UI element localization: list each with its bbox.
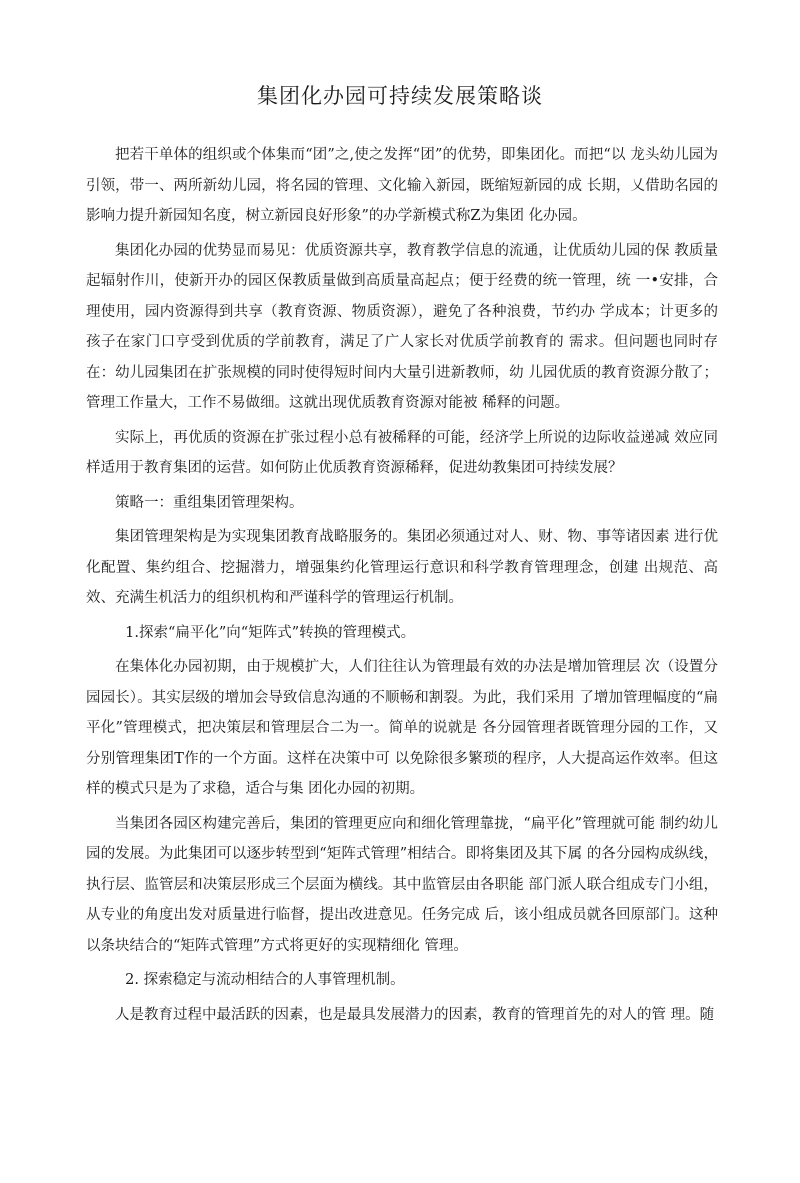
subheading-2: 2. 探索稳定与流动相结合的人事管理机制。 — [125, 972, 405, 988]
paragraph-personnel: 人是教育过程中最活跃的因素，也是最具发展潜力的因素，教育的管理首先的对人的管 理。随 — [115, 1006, 715, 1023]
paragraph-intro: 把若干单体的组织或个体集而“团”之,使之发挥“团”的优势，即集团化。而把“以 龙头幼儿园为引领，带一、两所新幼儿园，将名园的管理、文化输入新园，既缩短新园的成 长期，乂借助名园的影响力提升新园知名度，树立新园良好形象”的办学新模式称Z为集团 化办园。 — [86, 147, 718, 224]
subheading-1: 1.探索“扁平化”向“矩阵式”转换的管理模式。 — [125, 624, 416, 641]
paragraph-flat-model: 在集体化办园初期，由于规模扩大，人们往往认为管理最有效的办法是增加管理层 次（设置分园园长）。其实层级的增加会导致信息沟通的不顺畅和割裂。为此，我们采用 了增加管理幅度的“扁平化”管理模式，把决策层和管理层合二为一。简单的说就是 各分园管理者既管理分园的工作，又分别管理集团T作的一个方面。这样在决策中可 以免除很多繁琐的程序，人大提高运作效率。但这样的模式只是为了求稳，适合与集 团化办园的初期。 — [86, 659, 718, 797]
paragraph-advantages: 集团化办园的优势显而易见：优质资源共享，教育教学信息的流通，让优质幼儿园的保 教质量起辐射作川，使新开办的园区保教质量做到高质量高起点；便于经费的统一管理，统 一•安排，合理使用，园内资源得到共享（教育资源、物质资源），避免了各种浪费，节约办 学成本；计更多的孩子在家门口亨受到优质的学前教育，满足了广人家长对优质学前教育的 需求。但问题也同时存在：幼儿园集团在扩张规模的同时使得短时间内大量引进新教师，幼 儿园优质的教育资源分散了；管理工作量大，工作不易做细。这就出现优质教育资源对能被 稀释的问题。 — [86, 242, 718, 411]
strategy-one-heading: 策略一：重组集团管理架构。 — [115, 494, 304, 511]
document-title: 集团化办园可持续发展策略谈 — [257, 84, 543, 108]
paragraph-dilution: 实际上，再优质的资源在扩张过程小总有被稀释的可能，经济学上所说的边际收益递减 效应同样适用于教育集团的运营。如何防止优质教育资源稀释，促进幼教集团可持续发展？ — [86, 429, 718, 476]
paragraph-management-structure: 集团管理架构是为实现集团教育战略服务的。集团必须通过对人、财、物、事等诸因素 进行优化配置、集约组合、挖掘潜力，增强集约化管理运行意识和科学教育管理理念，创建 出规范、高效、充满生机活力的组织机构和严谨科学的管理运行机制。 — [86, 529, 718, 606]
document-body — [86, 140, 718, 1034]
paragraph-matrix-model: 当集团各园区构建完善后，集团的管理更应向和细化管理靠拢，“扁平化”管理就可能 制约幼儿园的发展。为此集团可以逐步转型到“矩阵式管理”相结合。即将集团及其下属 的各分园构成纵线，执行层、监管层和决策层形成三个层面为横线。其中监管层由各职能 部门派人联合组成专门小组，从专业的角度出发对质量进行临督，提出改进意见。任务完成 后，该小组成员就各回原部门。这种以条块结合的“矩阵式管理”方式将更好的实现精细化 管理。 — [86, 815, 718, 954]
